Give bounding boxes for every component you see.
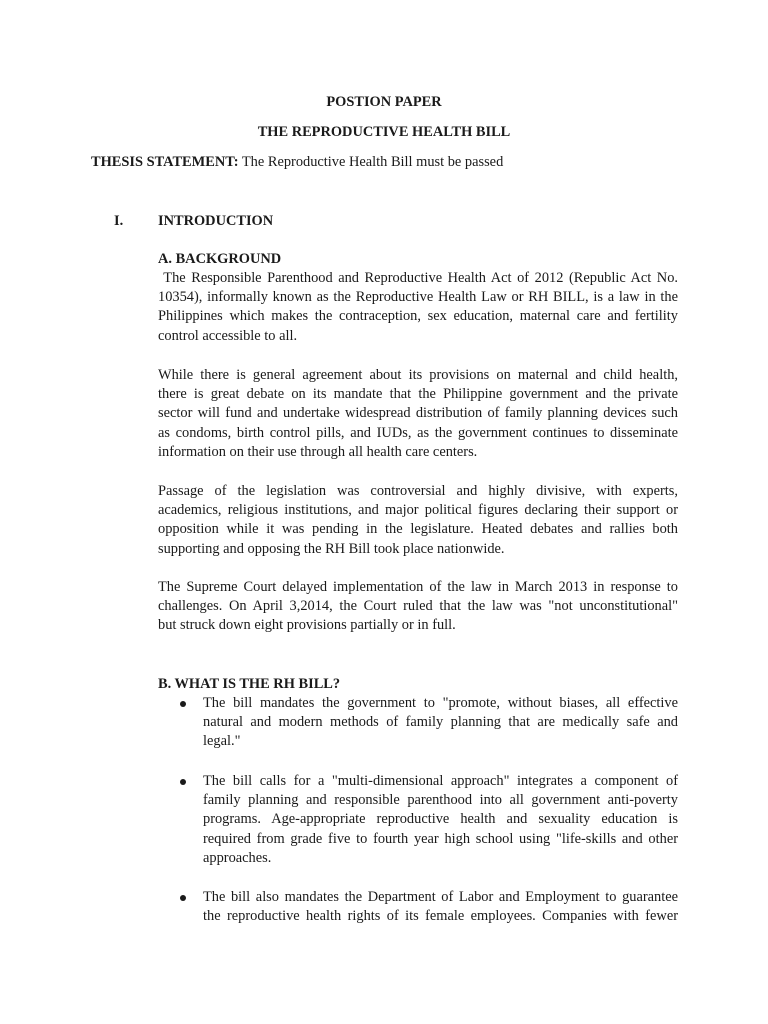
paragraph-line: supporting and opposing the RH Bill took place nationwide. — [158, 540, 505, 557]
bullet-line: family planning and responsible parenthood into all government anti-poverty — [203, 792, 678, 809]
thesis-text: The Reproductive Health Bill must be passed — [241, 154, 504, 170]
bullet-line: programs. Age-appropriate reproductive health and sexuality education is — [203, 811, 678, 828]
paragraph-line: as condoms, birth control pills, and IUDs, as the government continues to disseminate — [158, 424, 678, 441]
paragraph-line: challenges. On April 3,2014, the Court ruled that the law was "not unconstitutional" — [158, 598, 678, 615]
bullet-line: approaches. — [203, 849, 272, 866]
section-numeral: I. — [114, 213, 124, 229]
bullet-icon — [180, 889, 188, 897]
paragraph-line: While there is general agreement about its provisions on maternal and child health, — [158, 367, 678, 383]
paragraph-line: Philippines which makes the contraception, sex education, maternal care and fertility — [158, 308, 678, 325]
paragraph-1 — [158, 269, 678, 346]
bullet-line: The bill mandates the government to "promote, without biases, all effective — [203, 695, 678, 711]
paragraph-3 — [158, 482, 678, 559]
bullet-line: legal." — [203, 733, 241, 750]
paragraph-line: sector will fund and undertake widespread distribution of family planning devices such — [158, 405, 678, 422]
paragraph-line: information on their use through all health care centers. — [158, 443, 478, 460]
paragraph-line: 10354), informally known as the Reproductive Health Law or RH BILL, is a law in the — [158, 289, 678, 306]
bullet-line: The bill also mandates the Department of Labor and Employment to guarantee — [203, 889, 678, 905]
paragraph-2 — [158, 366, 678, 462]
thesis-label: THESIS STATEMENT: — [91, 154, 239, 170]
paragraph-line: The Supreme Court delayed implementation of the law in March 2013 in response to — [158, 579, 678, 595]
section-heading: INTRODUCTION — [158, 213, 274, 229]
subsection-a-heading: A. BACKGROUND — [158, 251, 282, 267]
bullet-icon — [180, 695, 188, 703]
paragraph-4 — [158, 578, 678, 636]
paragraph-line: there is great debate on its mandate that the Philippine government and the private — [158, 386, 678, 403]
bullet-line: natural and modern methods of family planning that are medically safe and — [203, 714, 678, 731]
thesis-statement — [91, 153, 503, 172]
paragraph-line: but struck down eight provisions partially or in full. — [158, 617, 456, 634]
bullet-icon — [180, 773, 188, 781]
bullet-item-3 — [203, 888, 678, 926]
bullet-line: the reproductive health rights of its female employees. Companies with fewer — [203, 908, 678, 925]
paragraph-line: Passage of the legislation was controversial and highly divisive, with experts, — [158, 483, 678, 499]
paragraph-line: The Responsible Parenthood and Reproductive Health Act of 2012 (Republic Act No. — [158, 270, 678, 286]
bullet-line: required from grade five to fourth year high school using "life-skills and other — [203, 830, 678, 847]
bullet-item-2 — [203, 772, 678, 868]
document-title: POSTION PAPER — [326, 94, 442, 110]
subsection-b-heading: B. WHAT IS THE RH BILL? — [158, 676, 341, 692]
paragraph-line: control accessible to all. — [158, 327, 298, 344]
document-subtitle: THE REPRODUCTIVE HEALTH BILL — [257, 124, 511, 140]
bullet-item-1 — [203, 694, 678, 752]
bullet-line: The bill calls for a "multi-dimensional approach" integrates a component of — [203, 773, 678, 789]
paragraph-line: opposition while it was pending in the legislature. Heated debates and rallies both — [158, 521, 678, 538]
paragraph-line: academics, religious institutions, and major political figures declaring their support or — [158, 502, 678, 519]
